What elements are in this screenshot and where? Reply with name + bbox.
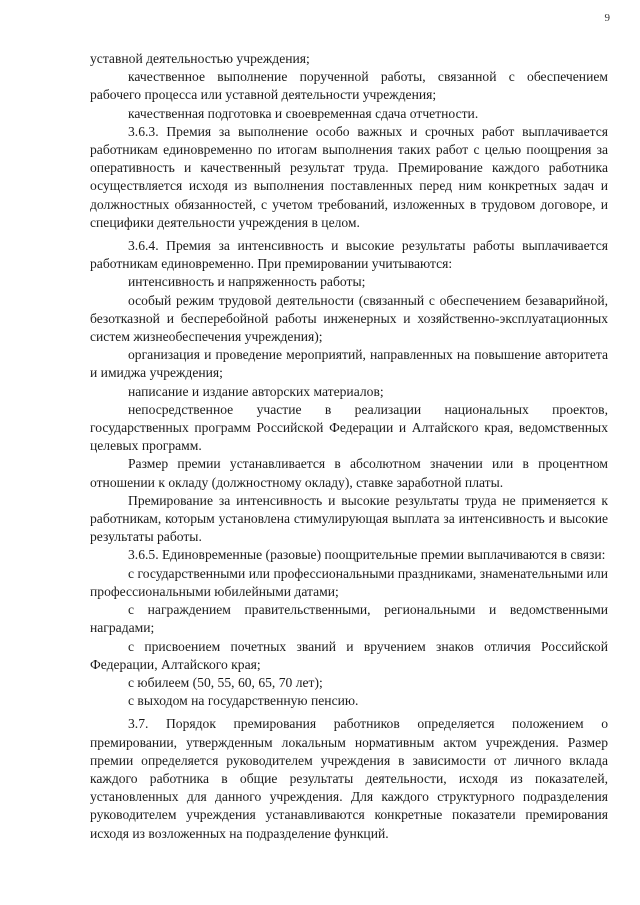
paragraph-3-7: 3.7. Порядок премирования работников определяется положением о премировании, утвержденным локальным нормативным актом учреждения. Размер премии определяется руководителем учреждения в зависимости от личного вклада каждого работника в общие результаты деятельности, исходя из показателей, установленных для данного учреждения. Для каждого структурного подразделения руководителем учреждения устанавливаются конкретные показатели премирования исходя из возложенных на подразделение функций. — [90, 716, 608, 841]
paragraph-premium-amount: Размер премии устанавливается в абсолютном значении или в процентном отношении к окладу (должностному окладу), ставке заработной платы. — [90, 456, 608, 490]
paragraph-3-6-5: 3.6.5. Единовременные (разовые) поощрительные премии выплачиваются в связи: — [128, 547, 606, 563]
paragraph-awards: с награждением правительственными, региональными и ведомственными наградами; — [90, 602, 608, 636]
paragraph-honorary-titles: с присвоением почетных званий и вручением знаков отличия Российской Федерации, Алтайского края; — [90, 638, 608, 672]
document-body — [90, 50, 608, 843]
paragraph-3-6-3: 3.6.3. Премия за выполнение особо важных и срочных работ выплачивается работникам единовременно по итогам выполнения таких работ с целью поощрения за оперативность и качественный результат труда. Премирование каждого работника осуществляется исходя из выполнения поставленных перед ним конкретных задач и должностных обязанностей, с учетом требований, изложенных в трудовом договоре, и специфики деятельности учреждения в целом. — [90, 123, 608, 230]
paragraph-holidays: с государственными или профессиональными праздниками, знаменательными или профессиональными юбилейными датами; — [90, 565, 608, 599]
paragraph-quality-assignment: качественное выполнение порученной работы, связанной с обеспечением рабочего процесса или уставной деятельности учреждения; — [90, 69, 608, 103]
page-number: 9 — [604, 12, 610, 24]
paragraph-reporting: качественная подготовка и своевременная сдача отчетности. — [128, 105, 479, 121]
paragraph-premium-exclusion: Премирование за интенсивность и высокие результаты труда не применяется к работникам, которым установлена стимулирующая выплата за интенсивность и высокие результаты работы. — [90, 492, 608, 545]
paragraph-events: организация и проведение мероприятий, направленных на повышение авторитета и имиджа учреждения; — [90, 347, 608, 381]
paragraph-national-projects: непосредственное участие в реализации национальных проектов, государственных программ Российской Федерации и Алтайского края, ведомственных целевых программ. — [90, 401, 608, 454]
paragraph-special-regime: особый режим трудовой деятельности (связанный с обеспечением безаварийной, безотказной и бесперебойной работы инженерных и хозяйственно-эксплуатационных систем жизнеобеспечения учреждения); — [90, 292, 608, 345]
paragraph-publications: написание и издание авторских материалов; — [128, 383, 384, 399]
paragraph-intensity: интенсивность и напряженность работы; — [128, 274, 366, 290]
paragraph-charter-activity: уставной деятельностью учреждения; — [90, 51, 310, 66]
paragraph-3-6-4: 3.6.4. Премия за интенсивность и высокие результаты работы выплачивается работникам единовременно. При премировании учитываются: — [90, 238, 608, 272]
paragraph-retirement: с выходом на государственную пенсию. — [128, 693, 359, 709]
paragraph-anniversary: с юбилеем (50, 55, 60, 65, 70 лет); — [128, 674, 323, 690]
